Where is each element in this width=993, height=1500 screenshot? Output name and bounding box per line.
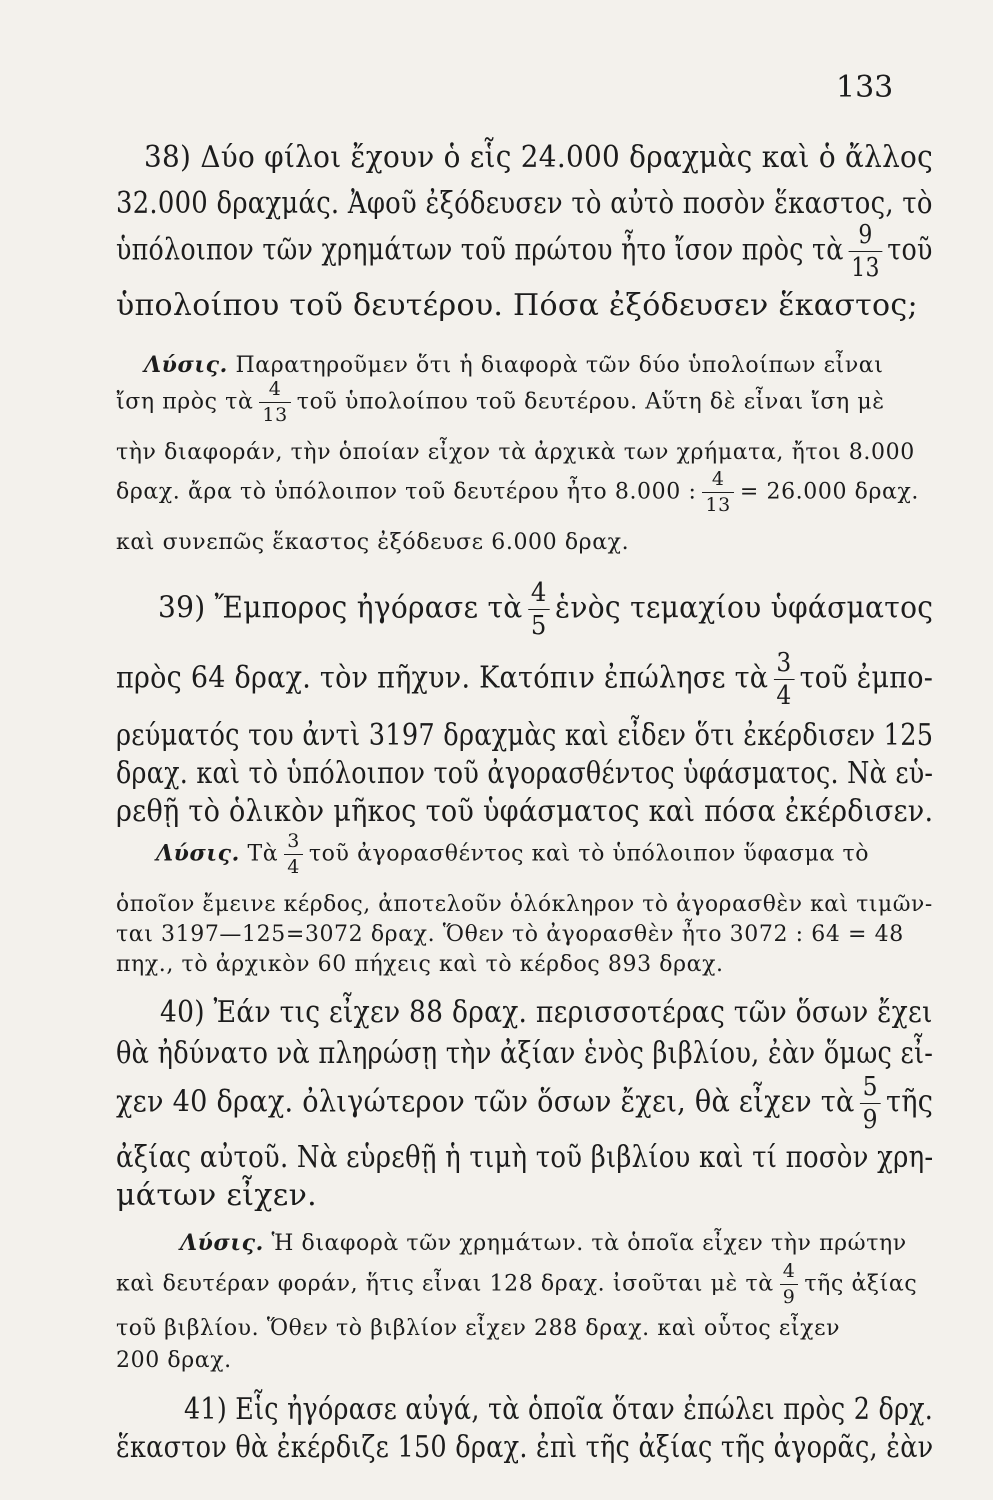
problem-38-line-3 [116,222,933,281]
problem-39-line-3: ρεύματός του ἀντὶ 3197 δραχμὰς καὶ εἶδεν ὅτι ἐκέρδισεν 125 [116,718,934,753]
fraction-denominator: 13 [702,492,733,515]
problem-40-line-3-end: τῆς [885,1084,934,1120]
solution-38-line-4 [116,470,919,515]
fraction-denominator: 4 [774,679,795,709]
fraction-numerator: 5 [862,1072,878,1102]
solution-40-line-2-end: τῆς ἀξίας [804,1271,918,1297]
solution-40-line-1 [180,1230,907,1256]
solution-label: Λύσις. [180,1230,264,1256]
fraction-4-5 [528,580,549,639]
solution-38-line-1-text: Παρατηροῦμεν ὅτι ἡ διαφορὰ τῶν δύο ὑπολοίπων εἶναι [235,353,884,378]
solution-39-line-4: πηχ., τὸ ἀρχικὸν 60 πήχεις καὶ τὸ κέρδος 893 δραχ. [116,952,724,977]
fraction-3-4 [774,650,795,709]
fraction-4-13 [702,470,733,515]
problem-40-line-4: ἀξίας αὐτοῦ. Νὰ εὑρεθῇ ἡ τιμὴ τοῦ βιβλίου καὶ τί ποσὸν χρη- [116,1140,934,1175]
problem-39-line-1 [158,580,933,639]
problem-39-line-2-end: τοῦ ἐμπο- [799,660,934,696]
solution-38-line-1 [144,352,884,378]
solution-40-line-2-text: καὶ δευτέραν φοράν, ἥτις εἶναι 128 δραχ. ἰσοῦται μὲ τὰ [116,1271,774,1297]
fraction-numerator: 4 [530,578,547,608]
problem-39-line-5: ρεθῇ τὸ ὁλικὸν μῆκος τοῦ ὑφάσματος καὶ πόσα ἐκέρδισεν. [116,794,934,829]
fraction-numerator: 4 [782,1260,796,1282]
solution-39-line-1 [156,832,869,877]
problem-38-line-2: 32.000 δραχμάς. Ἀφοῦ ἐξόδευσεν τὸ αὐτὸ ποσὸν ἕκαστος, τὸ [116,186,933,221]
fraction-denominator: 5 [528,609,549,639]
fraction-denominator: 4 [284,854,303,877]
fraction-numerator: 3 [287,830,300,852]
fraction-5-9 [860,1074,881,1133]
problem-38-line-3-end: τοῦ [887,232,933,268]
solution-39-line-1-end: τοῦ ἀγορασθέντος καὶ τὸ ὑπόλοιπον ὕφασμα τὸ [308,841,870,867]
solution-38-line-3: τὴν διαφοράν, τὴν ὁποίαν εἶχον τὰ ἀρχικὰ των χρήματα, ἤτοι 8.000 [116,440,915,465]
fraction-denominator: 9 [860,1103,881,1133]
solution-label: Λύσις. [144,352,228,378]
fraction-denominator: 13 [849,251,882,281]
fraction-4-13 [259,380,290,425]
fraction-denominator: 13 [259,402,290,425]
solution-39-line-3: ται 3197—125=3072 δραχ. Ὅθεν τὸ ἀγορασθὲν ἦτο 3072 : 64 = 48 [116,922,904,947]
problem-39-line-2-text: πρὸς 64 δραχ. τὸν πῆχυν. Κατόπιν ἐπώλησε τὰ [116,660,769,696]
fraction-4-9 [780,1262,799,1307]
problem-39-line-2 [116,650,933,709]
problem-40-line-3-text: χεν 40 δραχ. ὀλιγώτερον τῶν ὅσων ἔχει, θὰ εἶχεν τὰ [116,1084,855,1120]
solution-38-line-2-end: τοῦ ὑπολοίπου τοῦ δευτέρου. Αὕτη δὲ εἶναι ἴση μὲ [296,389,885,415]
solution-38-line-5: καὶ συνεπῶς ἕκαστος ἐξόδευσε 6.000 δραχ. [116,530,630,555]
problem-39-line-1-text: 39) Ἔμπορος ἠγόρασε τὰ [158,590,523,626]
solution-label: Λύσις. [156,840,240,867]
solution-40-line-4: 200 δραχ. [116,1348,232,1373]
solution-38-line-2-text: ἴση πρὸς τὰ [116,389,254,415]
solution-40-line-3: τοῦ βιβλίου. Ὅθεν τὸ βιβλίον εἶχεν 288 δραχ. καὶ οὗτος εἶχεν [116,1316,841,1341]
solution-38-line-4-text: δραχ. ἄρα τὸ ὑπόλοιπον τοῦ δευτέρου ἦτο 8.000 : [116,479,697,505]
fraction-3-4 [284,832,303,877]
problem-40-line-2: θὰ ἠδύνατο νὰ πληρώσῃ τὴν ἀξίαν ἑνὸς βιβλίου, ἐὰν ὅμως εἶ- [116,1036,934,1071]
problem-39-line-1-end: ἑνὸς τεμαχίου ὑφάσματος [555,590,934,626]
problem-40-line-1: 40) Ἐάν τις εἶχεν 88 δραχ. περισσοτέρας τῶν ὅσων ἔχει [160,995,933,1030]
solution-40-line-2 [116,1262,917,1307]
problem-39-line-4: δραχ. καὶ τὸ ὑπόλοιπον τοῦ ἀγορασθέντος ὑφάσματος. Νὰ εὑ- [116,756,934,791]
fraction-numerator: 9 [858,220,873,250]
fraction-numerator: 4 [711,468,725,490]
solution-39-line-1-text: Τὰ [247,841,279,867]
solution-38-line-4-end: = 26.000 δραχ. [739,479,920,505]
problem-38-line-4: ὑπολοίπου τοῦ δευτέρου. Πόσα ἐξόδευσεν ἕκαστος; [116,288,918,323]
problem-40-line-5: μάτων εἶχεν. [116,1178,317,1213]
fraction-9-13 [849,222,882,281]
fraction-numerator: 3 [776,648,792,678]
page-number: 133 [836,70,894,105]
problem-38-line-3-text: ὑπόλοιπον τῶν χρημάτων τοῦ πρώτου ἦτο ἴσον πρὸς τὰ [116,232,844,268]
problem-41-line-2: ἕκαστον θὰ ἐκέρδιζε 150 δραχ. ἐπὶ τῆς ἀξίας τῆς ἀγορᾶς, ἐὰν [116,1430,934,1465]
problem-41-line-1: 41) Εἷς ἠγόρασε αὐγά, τὰ ὁποῖα ὅταν ἐπώλει πρὸς 2 δρχ. [184,1392,934,1427]
problem-40-line-3 [116,1074,933,1133]
solution-39-line-2: ὁποῖον ἔμεινε κέρδος, ἀποτελοῦν ὁλόκληρον τὸ ἀγορασθὲν καὶ τιμῶν- [116,892,933,917]
solution-38-line-2 [116,380,885,425]
problem-38-line-1: 38) Δύο φίλοι ἔχουν ὁ εἷς 24.000 δραχμὰς καὶ ὁ ἄλλος [144,140,934,175]
fraction-denominator: 9 [780,1284,799,1307]
fraction-numerator: 4 [268,378,282,400]
solution-40-line-1-text: Ἡ διαφορὰ τῶν χρημάτων. τὰ ὁποῖα εἶχεν τὴν πρώτην [271,1231,907,1256]
